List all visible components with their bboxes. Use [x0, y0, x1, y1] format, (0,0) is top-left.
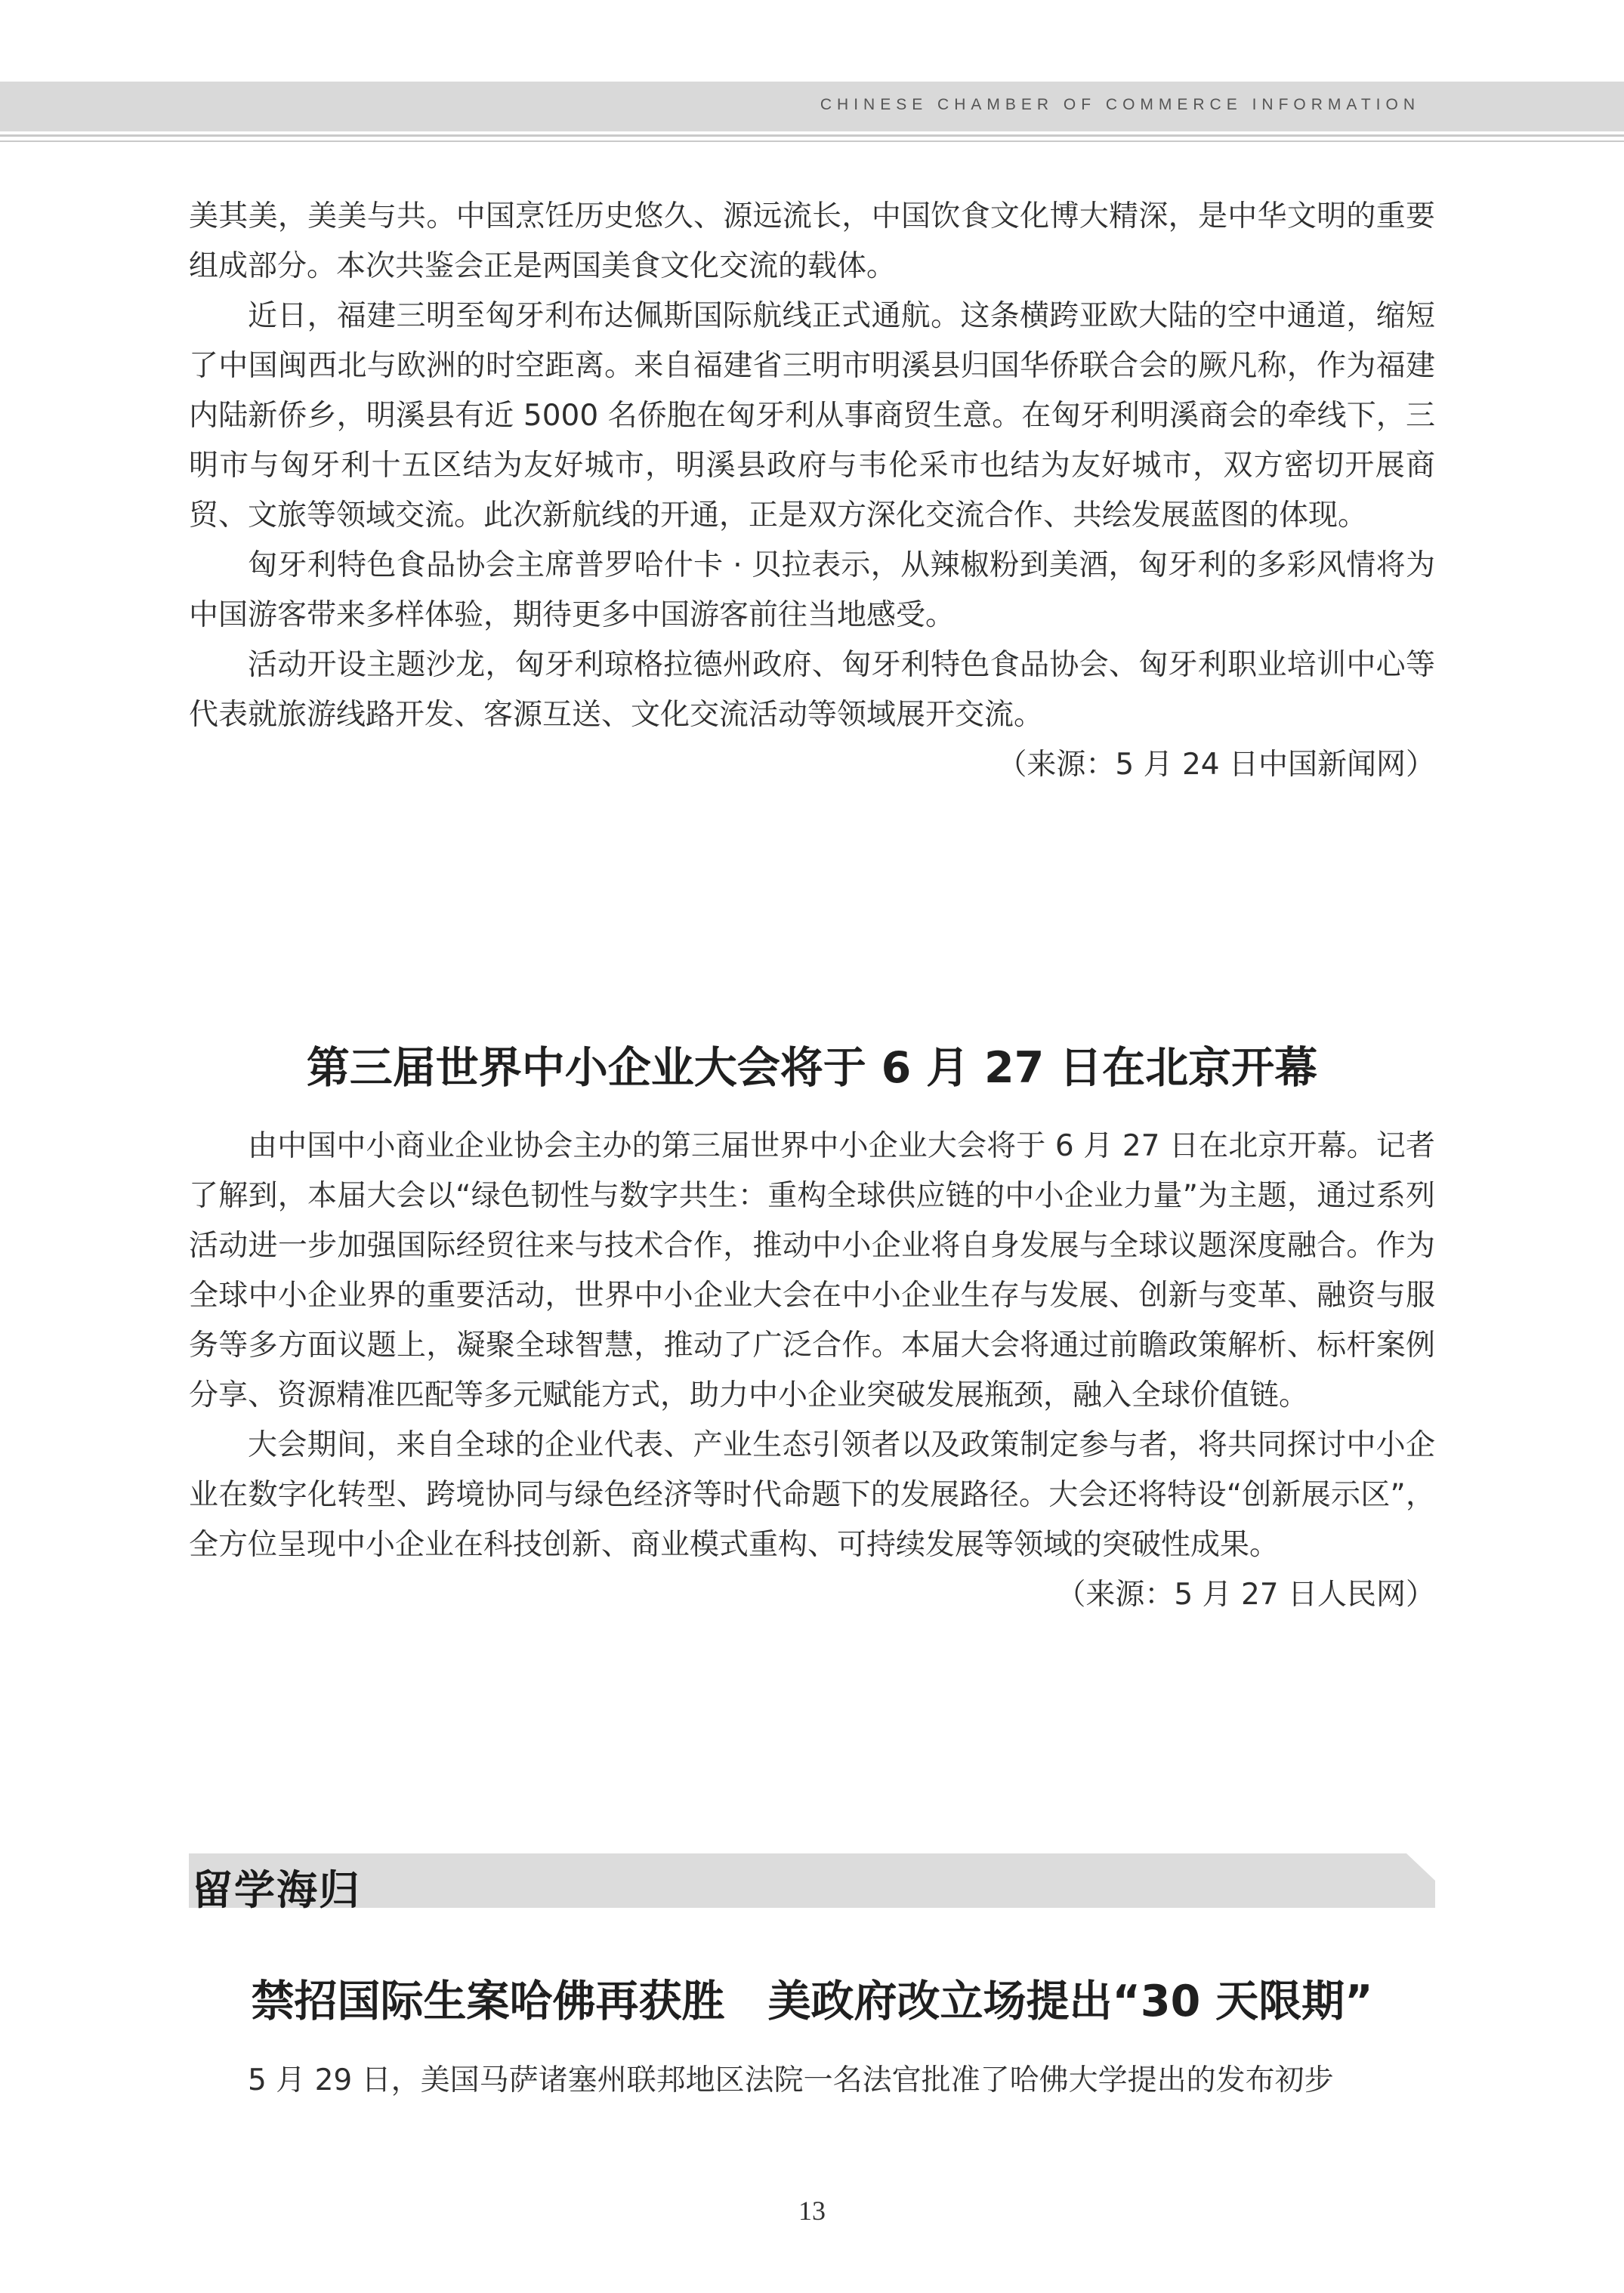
- article-title: 禁招国际生案哈佛再获胜 美政府改立场提出“30 天限期”: [251, 1977, 1373, 2026]
- section-header: [189, 1853, 1435, 1914]
- publication-name: CHINESE CHAMBER OF COMMERCE INFORMATION: [820, 96, 1420, 113]
- article-continued: [189, 192, 1435, 790]
- article-body: [189, 1122, 1435, 1620]
- section-label: 留学海归: [192, 1866, 361, 1914]
- paragraph: 由中国中小商业企业协会主办的第三届世界中小企业大会将于 6 月 27 日在北京开幕。记者了解到，本届大会以“绿色韧性与数字共生：重构全球供应链的中小企业力量”为主题，通过系列活动进一步加强国际经贸往来与技术合作，推动中小企业将自身发展与全球议题深度融合。作为全球中小企业界的重要活动，世界中小企业大会在中小企业生存与发展、创新与变革、融资与服务等多方面议题上，凝聚全球智慧，推动了广泛合作。本届大会将通过前瞻政策解析、标杆案例分享、资源精准匹配等多元赋能方式，助力中小企业突破发展瓶颈，融入全球价值链。: [189, 1129, 1435, 1412]
- paragraph: 近日，福建三明至匈牙利布达佩斯国际航线正式通航。这条横跨亚欧大陆的空中通道，缩短了中国闽西北与欧洲的时空距离。来自福建省三明市明溪县归国华侨联合会的厥凡称，作为福建内陆新侨乡，明溪县有近 5000 名侨胞在匈牙利从事商贸生意。在匈牙利明溪商会的牵线下，三明市与匈牙利十五区结为友好城市，明溪县政府与韦伦采市也结为友好城市，双方密切开展商贸、文旅等领域交流。此次新航线的开通，正是双方深化交流合作、共绘发展蓝图的体现。: [189, 299, 1435, 532]
- article-body: [189, 2056, 1435, 2106]
- article-source: （来源：5 月 27 日人民网）: [1056, 1578, 1435, 1612]
- header-rule-secondary: [0, 140, 1624, 142]
- header-rule: [0, 134, 1624, 137]
- paragraph: 5 月 29 日，美国马萨诸塞州联邦地区法院一名法官批准了哈佛大学提出的发布初步: [248, 2063, 1334, 2097]
- paragraph: 大会期间，来自全球的企业代表、产业生态引领者以及政策制定参与者，将共同探讨中小企业在数字化转型、跨境协同与绿色经济等时代命题下的发展路径。大会还将特设“创新展示区”，全方位呈现中小企业在科技创新、商业模式重构、可持续发展等领域的突破性成果。: [189, 1428, 1435, 1562]
- paragraph: 美其美，美美与共。中国烹饪历史悠久、源远流长，中国饮食文化博大精深，是中华文明的重要组成部分。本次共鉴会正是两国美食文化交流的载体。: [189, 199, 1435, 283]
- paragraph: 活动开设主题沙龙，匈牙利琼格拉德州政府、匈牙利特色食品协会、匈牙利职业培训中心等代表就旅游线路开发、客源互送、文化交流活动等领域展开交流。: [189, 648, 1435, 732]
- section-bar-shape: [189, 1853, 1435, 1908]
- article-harvard: [189, 1967, 1435, 2029]
- page-number: 13: [798, 2196, 826, 2226]
- article-sme-conference: [189, 1033, 1435, 1095]
- article-source: （来源：5 月 24 日中国新闻网）: [997, 748, 1435, 782]
- paragraph: 匈牙利特色食品协会主席普罗哈什卡 · 贝拉表示，从辣椒粉到美酒，匈牙利的多彩风情将为中国游客带来多样体验，期待更多中国游客前往当地感受。: [189, 548, 1435, 632]
- article-title: 第三届世界中小企业大会将于 6 月 27 日在北京开幕: [306, 1043, 1318, 1093]
